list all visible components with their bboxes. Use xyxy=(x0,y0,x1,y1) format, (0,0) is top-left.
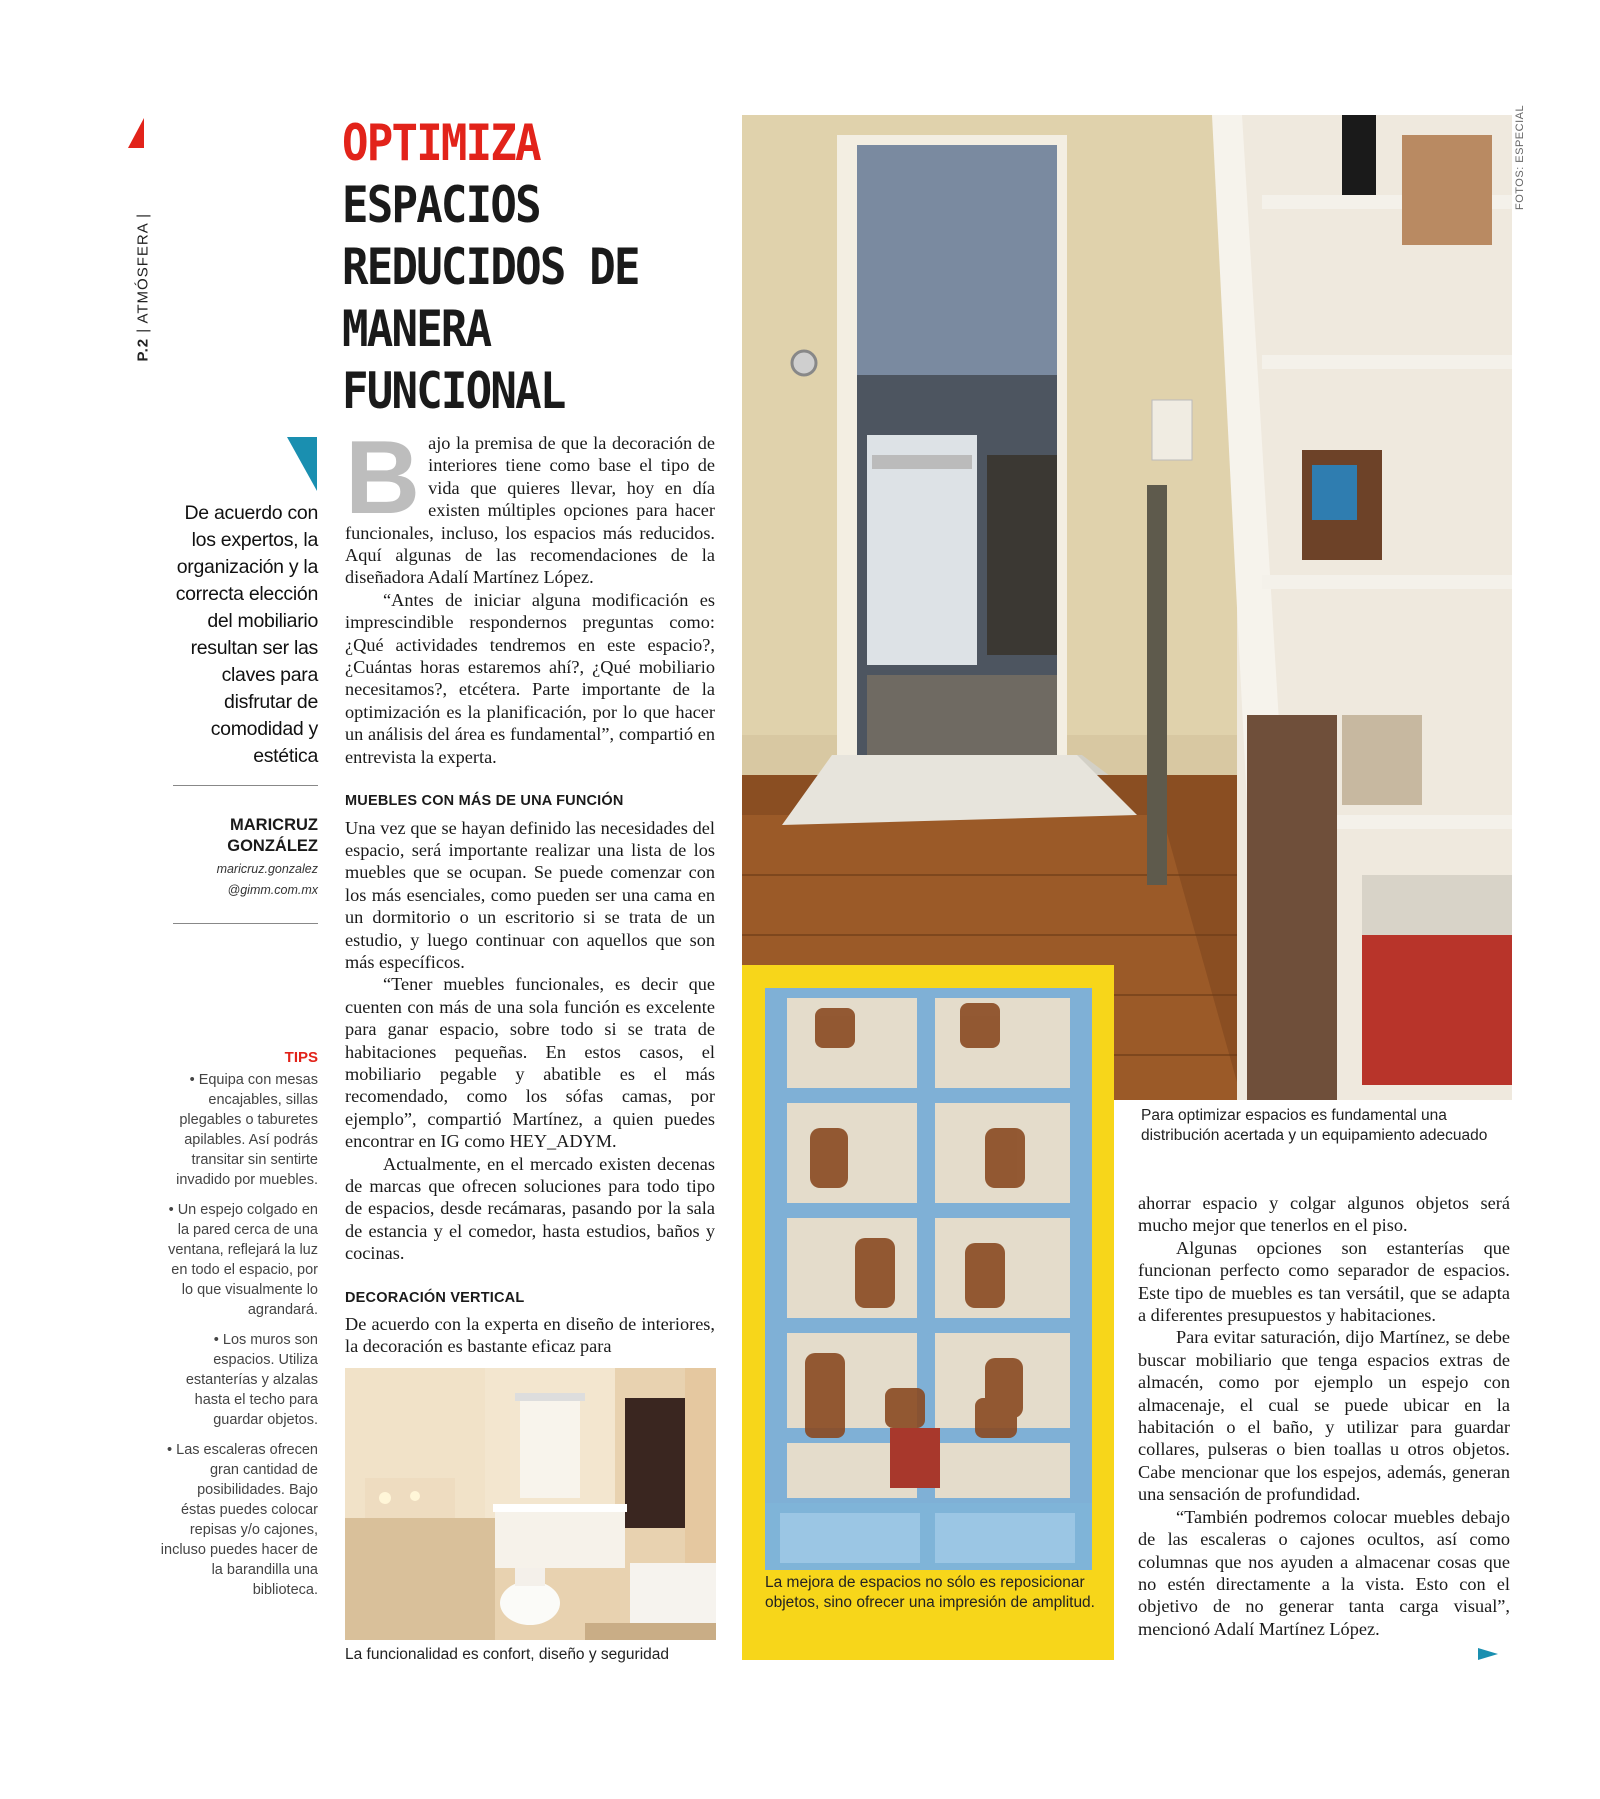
page-number: P.2 xyxy=(134,337,152,362)
divider xyxy=(173,923,318,924)
paragraph: ahorrar espacio y colgar algunos objetos será mucho mejor que tenerlos en el piso. xyxy=(1138,1193,1510,1236)
author-name-line1: MARICRUZ xyxy=(230,816,318,834)
title-rest: ESPACIOS REDUCIDOS DE MANERA FUNCIONAL xyxy=(342,176,639,420)
author-name-line2: GONZÁLEZ xyxy=(227,837,318,855)
section-triangle-icon xyxy=(128,118,144,148)
paragraph: Una vez que se hayan definido las necesidades del espacio, será importante realizar una lista de los muebles que se ocupan. Se puede comenzar con los más esenciales, como pueden ser una cama en un dormitorio o un escritorio si se trata de un estudio, y luego continuar con aquellos que son más específicos. xyxy=(345,817,715,972)
paragraph: Para evitar saturación, dijo Martínez, se debe buscar mobiliario que tenga espacios extras de almacén, como por ejemplo un espejo con almacenaje, el cual se puede ubicar en la habitación o el baño, y utilizar para guardar collares, pulseras o bien toallas u otros objetos. Cabe mencionar que los espejos, además, generan una sensación de profundidad. xyxy=(1138,1327,1510,1505)
drop-cap: B xyxy=(345,420,421,536)
pull-quote: De acuerdo con los expertos, la organización y la correcta elección del mobiliario resultan ser las claves para disfrutar de comodidad y estética xyxy=(175,502,318,767)
article-column-3 xyxy=(1138,1192,1510,1640)
paragraph: “También podremos colocar muebles debajo de las escaleras o cajones ocultos, así como columnas que nos ayuden a almacenar cosas que no estén directamente a la vista. Esto con el objetivo de no generar tanta carga visual”, mencionó Adalí Martínez López. xyxy=(1138,1506,1510,1639)
tips-box xyxy=(160,1048,318,1610)
subheading: MUEBLES CON MÁS DE UNA FUNCIÓN xyxy=(345,793,624,810)
page-title xyxy=(342,112,676,422)
photo-credit-text: FOTOS: ESPECIAL xyxy=(1514,104,1526,210)
paragraph: “Tener muebles funcionales, es decir que cuenten con más de una sola función es excelente para ganar espacio, sobre todo si se trata de habitaciones pequeñas. En estos casos, el mobiliario pegable y abatible es el más recomendado, como los sófas camas, por ejemplo”, compartió Martínez, a quien puedes encontrar en IG como HEY_ADYM. xyxy=(345,974,715,1152)
article-column-1 xyxy=(345,420,715,1358)
shelves-caption: La mejora de espacios no sólo es reposicionar objetos, sino ofrecer una impresión de amplitud. xyxy=(765,1574,1095,1611)
quote-triangle-icon xyxy=(287,437,317,491)
tip-item: • Equipa con mesas encajables, sillas plegables o taburetes apilables. Así podrás transitar sin sentirte invadido por muebles. xyxy=(176,1072,318,1188)
tip-item: • Un espejo colgado en la pared cerca de una ventana, reflejará la luz en todo el espacio, por lo que visualmente lo agrandará. xyxy=(168,1202,318,1318)
tip-item: • Los muros son espacios. Utiliza estanterías y alzalas hasta el techo para guardar objetos. xyxy=(185,1332,318,1428)
section-label xyxy=(118,100,158,362)
tip-item: • Las escaleras ofrecen gran cantidad de posibilidades. Bajo éstas puedes colocar repisas y/o cajones, incluso puedes hacer de la barandilla una biblioteca. xyxy=(160,1442,318,1598)
tips-title: TIPS xyxy=(284,1049,318,1066)
paragraph: “Antes de iniciar alguna modificación es imprescindible respondernos preguntas como: ¿Qué actividades tendremos en este espacio?, ¿Cuántas horas estaremos ahí?, ¿Qué mobiliario necesitamos?, etcétera. Parte importante de la optimización es la planificación, por lo que hacer un análisis del área es fundamental”, compartió en entrevista la experta. xyxy=(345,589,715,767)
bathroom-caption: La funcionalidad es confort, diseño y seguridad xyxy=(345,1646,669,1663)
paragraph: ajo la premisa de que la decoración de interiores tiene como base el tipo de vida que quieres llevar, hoy en día existen múltiples opciones para hacer funcionales, incluso, los espacios más reducidos. Aquí algunas de las recomendaciones de la diseñadora Adalí Martínez López. xyxy=(345,433,715,588)
photo-credit xyxy=(1514,104,1530,220)
paragraph: De acuerdo con la experta en diseño de interiores, la decoración es bastante eficaz para xyxy=(345,1314,715,1357)
main-photo-caption: Para optimizar espacios es fundamental una distribución acertada y un equipamiento adecuado xyxy=(1141,1107,1488,1144)
bathroom-photo xyxy=(345,1368,716,1640)
author-email-line2: @gimm.com.mx xyxy=(227,883,318,897)
byline xyxy=(175,815,318,901)
section-name: ATMÓSFERA xyxy=(134,223,152,324)
section-text: P.2 | ATMÓSFERA | xyxy=(134,213,152,362)
paragraph: Actualmente, en el mercado existen decenas de marcas que ofrecen soluciones para todo tipo de espacios, desde recámaras, pasando por la sala de estancia y el comedor, hasta estudios, baños y cocinas. xyxy=(345,1153,715,1264)
hallway-photo xyxy=(742,115,1512,1100)
subheading: DECORACIÓN VERTICAL xyxy=(345,1289,525,1306)
author-email-line1: maricruz.gonzalez xyxy=(216,862,318,876)
paragraph: Algunas opciones son estanterías que funcionan perfecto como separador de espacios. Este tipo de muebles es tan versátil, que se adapta a diferentes presupuestos y habitaciones. xyxy=(1138,1237,1510,1326)
title-highlight: OPTIMIZA xyxy=(342,114,540,172)
divider xyxy=(173,785,318,786)
shelves-photo xyxy=(765,988,1092,1570)
end-mark-icon xyxy=(1478,1648,1498,1660)
